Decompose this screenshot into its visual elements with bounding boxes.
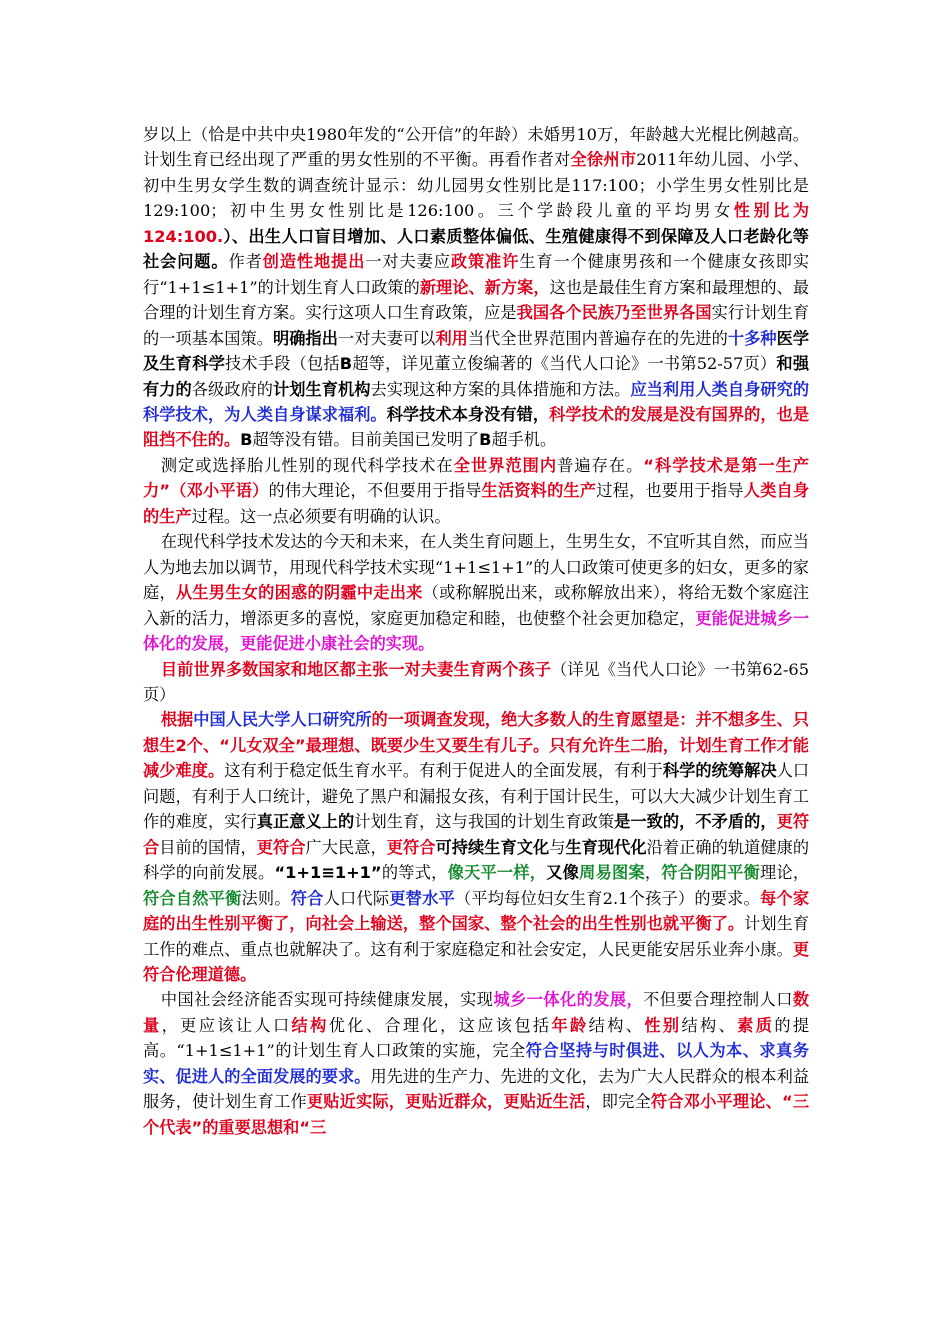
highlighted-text-green: 像天平一样，	[447, 863, 547, 883]
highlighted-text-magenta: 更能促进城乡一体化的发展，更能促进小康社会的实现。	[143, 608, 810, 654]
highlighted-text-bold: 和强有力的	[143, 354, 810, 399]
highlighted-text-red: 性别比为124:100.	[143, 201, 810, 246]
text-segment: ，更应该让人口	[161, 1015, 292, 1035]
highlighted-text-red: 从生男生女的困惑的阴霾中走出来	[175, 583, 423, 603]
highlighted-text-bold: 生育现代化	[565, 837, 647, 857]
highlighted-text-red: 更符合	[143, 812, 810, 857]
paragraph	[143, 122, 809, 453]
body-text	[143, 122, 809, 1140]
highlighted-text-red: 利用	[435, 328, 468, 348]
text-segment: 实行计划生育的一项基本国策。	[143, 303, 810, 348]
highlighted-text-bold: B	[339, 354, 353, 374]
highlighted-text-red: 创造性地提出	[262, 252, 366, 272]
highlighted-text-bold: B	[240, 430, 253, 450]
highlighted-text-green: 周易图案	[579, 863, 645, 883]
highlighted-text-red: 每个家庭的出生性别平衡了，向社会上输送，整个国家、整个社会的出生性别也就平衡了。	[143, 888, 810, 934]
text-segment: ，	[644, 863, 662, 883]
text-segment: 不但要合理控制人口	[643, 990, 793, 1010]
text-segment: 人口代际	[323, 888, 390, 908]
highlighted-text-bold: B	[479, 430, 492, 450]
text-segment: 理论，	[760, 863, 810, 883]
highlighted-text-red: 科学技术的发展是没有国界的，也是阻挡不住的。	[143, 404, 810, 450]
text-segment: （平均每位妇女生育2.1个孩子）的要求。	[454, 888, 760, 908]
text-segment: 这有利于稳定低生育水平。有利于促进人的全面发展，有利于	[224, 761, 663, 781]
highlighted-text-blue: 更替水平	[389, 888, 455, 908]
highlighted-text-red: 人类自身的生产	[143, 481, 810, 526]
text-segment: 广大民意，	[305, 837, 387, 857]
highlighted-text-bold: 真正意义上的	[256, 812, 355, 832]
highlighted-text-bold: “1+1≡1+1”	[274, 863, 382, 883]
highlighted-text-bold: 明确指出	[272, 328, 338, 348]
highlighted-text-blue: 符合坚持与时俱进、以人为本、求真务实、促进人的全面发展的要求。	[143, 1041, 810, 1086]
text-segment: 2011年幼儿园、小学、初中生男女学生数的调查统计显示：幼儿园男女性别比是117:100；小学生男女性别比是129:100；初中生男女性别比是126:100。三个学龄段儿童的平均男女	[143, 150, 810, 221]
highlighted-text-red: 的一项调查发现，绝大多数人的生育愿望是：并不想多生、只想生2个、“儿女双全”最理想、既要少生又要生有儿子。只有允许生二胎，计划生育工作才能减少难度。	[143, 710, 810, 781]
highlighted-text-red: 新理论、新方案，	[419, 277, 550, 297]
text-segment: 各级政府的	[191, 379, 273, 399]
text-segment: 过程。这一点必须要有明确的认识。	[191, 506, 451, 526]
highlighted-text-bold: 计划生育机构	[272, 379, 371, 399]
text-segment: 作者	[228, 252, 263, 272]
text-segment: 的伟大理论，不但要用于指导	[268, 481, 482, 501]
text-segment: 生育一个健康男孩和一个健康女孩即实行“1+1≤1+1”的计划生育人口政策的	[143, 252, 810, 297]
highlighted-text-bold: 是一致的，不矛盾的，	[614, 812, 777, 832]
text-segment: 岁以上（恰是中共中央1980年发的“公开信”的年龄）未婚男10万，年龄越大光棍比例越高。计划生育已经出现了严重的男女性别的不平衡。再看作者对	[143, 125, 809, 170]
highlighted-text-red: 更贴近实际，更贴近群众，更贴近生活	[306, 1092, 586, 1112]
paragraph	[143, 707, 809, 987]
highlighted-text-red: “科学技术是第一生产力”（邓小平语）	[143, 455, 810, 501]
highlighted-text-red: 年龄	[551, 1015, 589, 1035]
highlighted-text-red: 素质	[737, 1015, 775, 1035]
paragraph	[143, 987, 809, 1140]
highlighted-text-red: 全世界范围内	[453, 455, 558, 475]
highlighted-text-bold: 又像	[546, 863, 580, 883]
text-segment: 法则。	[241, 888, 291, 908]
text-segment: 的提高。“1+1≤1+1”的计划生育人口政策的实施，完全	[143, 1015, 810, 1061]
text-segment: 用先进的生产力、先进的文化，去为广大人民群众的根本利益服务，使计划生育工作	[143, 1066, 810, 1112]
highlighted-text-bold: 科学的统筹解决	[662, 761, 777, 781]
highlighted-text-blue: 中国人民大学人口研究所	[193, 710, 372, 730]
highlighted-text-red: 结构	[291, 1015, 329, 1035]
highlighted-text-red: 性别	[644, 1015, 682, 1035]
paragraph	[143, 529, 809, 656]
highlighted-text-magenta: 城乡一体化的发展，	[493, 990, 644, 1010]
text-segment: （或称解脱出来，或称解放出来），将给无数个家庭注入新的活力，增添更多的喜悦，家庭更加稳定和睦，也使整个社会更加稳定，	[143, 583, 810, 628]
text-segment: 测定或选择胎儿性别的现代科学技术在	[160, 455, 454, 475]
highlighted-text-red: 更符合伦理道德。	[143, 939, 809, 984]
text-segment: 一对夫妻应	[365, 252, 451, 272]
text-segment: 技术手段（包括	[225, 354, 340, 374]
highlighted-text-red: 全徐州市	[570, 150, 637, 170]
text-segment: 在现代科学技术发达的今天和未来，在人类生育问题上，生男生女，不宜听其自然，而应当人为地去加以调节，用现代科学技术实现“1+1≤1+1”的人口政策可使更多的妇女，更多的家庭，	[143, 532, 809, 603]
highlighted-text-red: 符合邓小平理论、“三个代表”的重要思想和“三	[143, 1092, 810, 1137]
text-segment: 优化、合理化，这应该包括	[328, 1015, 552, 1035]
text-segment: 过程，也要用于指导	[596, 481, 744, 501]
text-segment: 超等没有错。目前美国已发明了	[252, 430, 480, 450]
text-segment: ，即完全	[585, 1092, 651, 1112]
highlighted-text-red: 我国各个民族乃至世界各国	[516, 303, 712, 323]
highlighted-text-red: 目前世界多数国家和地区都主张一对夫妻生育两个孩子	[160, 659, 551, 679]
highlighted-text-blue: 符合	[290, 888, 324, 908]
highlighted-text-green: 符合自然平衡	[143, 888, 242, 908]
paragraph	[143, 453, 809, 529]
highlighted-text-blue: 十多种	[727, 328, 777, 348]
highlighted-text-red: 更符合	[256, 837, 306, 857]
highlighted-text-bold: ）、出生人口盲目增加、人口素质整体偏低、生殖健康得不到保障及人口老龄化等社会问题。	[143, 226, 809, 272]
text-segment: 与	[549, 837, 566, 857]
highlighted-text-red: 数量	[143, 990, 810, 1035]
highlighted-text-bold: 医学及生育科学	[143, 328, 810, 374]
text-segment: 普遍存在。	[557, 455, 644, 475]
text-segment: 去实现这种方案的具体措施和方法。	[370, 379, 631, 399]
highlighted-text-red: 政策准许	[450, 252, 520, 272]
text-segment: （详见《当代人口论》一书第62-65页）	[143, 659, 809, 704]
paragraph	[143, 657, 809, 708]
highlighted-text-red: 根据	[160, 710, 194, 730]
text-segment: 超手机。	[491, 430, 557, 450]
text-segment: 超等，详见董立俊编著的《当代人口论》一书第52-57页）	[352, 354, 777, 374]
highlighted-text-blue: 应当利用人类自身研究的科学技术，为人类自身谋求福利。	[143, 379, 810, 424]
highlighted-text-bold: 科学技术本身没有错，	[386, 404, 550, 424]
text-segment: 人口问题，有利于人口统计，避免了黑户和漏报女孩，有利于国计民生，可以大大减少计划生育工作的难度，实行	[143, 761, 810, 832]
text-segment: 计划生育工作的难点、重点也就解决了。这有利于家庭稳定和社会安定，人民更能安居乐业奔小康。	[143, 914, 810, 959]
text-segment: 的等式，	[381, 863, 448, 883]
text-segment: 当代全世界范围内普遍存在的先进的	[467, 328, 728, 348]
highlighted-text-bold: 可持续生育文化	[435, 837, 550, 857]
highlighted-text-red: 生活资料的生产	[481, 481, 597, 501]
text-segment: 这也是最佳生育方案和最理想的、最合理的计划生育方案。实行这项人口生育政策，应是	[143, 277, 810, 323]
text-segment: 结构、	[588, 1015, 645, 1035]
highlighted-text-green: 符合阴阳平衡	[661, 863, 760, 883]
highlighted-text-red: 更符合	[386, 837, 436, 857]
text-segment: 中国社会经济能否实现可持续健康发展，实现	[160, 990, 494, 1010]
text-segment: 结构、	[681, 1015, 738, 1035]
text-segment: 目前的国情，	[159, 837, 257, 857]
text-segment: 计划生育，这与我国的计划生育政策	[354, 812, 615, 832]
text-segment: 一对夫妻可以	[337, 328, 436, 348]
text-segment: 沿着正确的轨道健康的科学的向前发展。	[143, 837, 810, 883]
